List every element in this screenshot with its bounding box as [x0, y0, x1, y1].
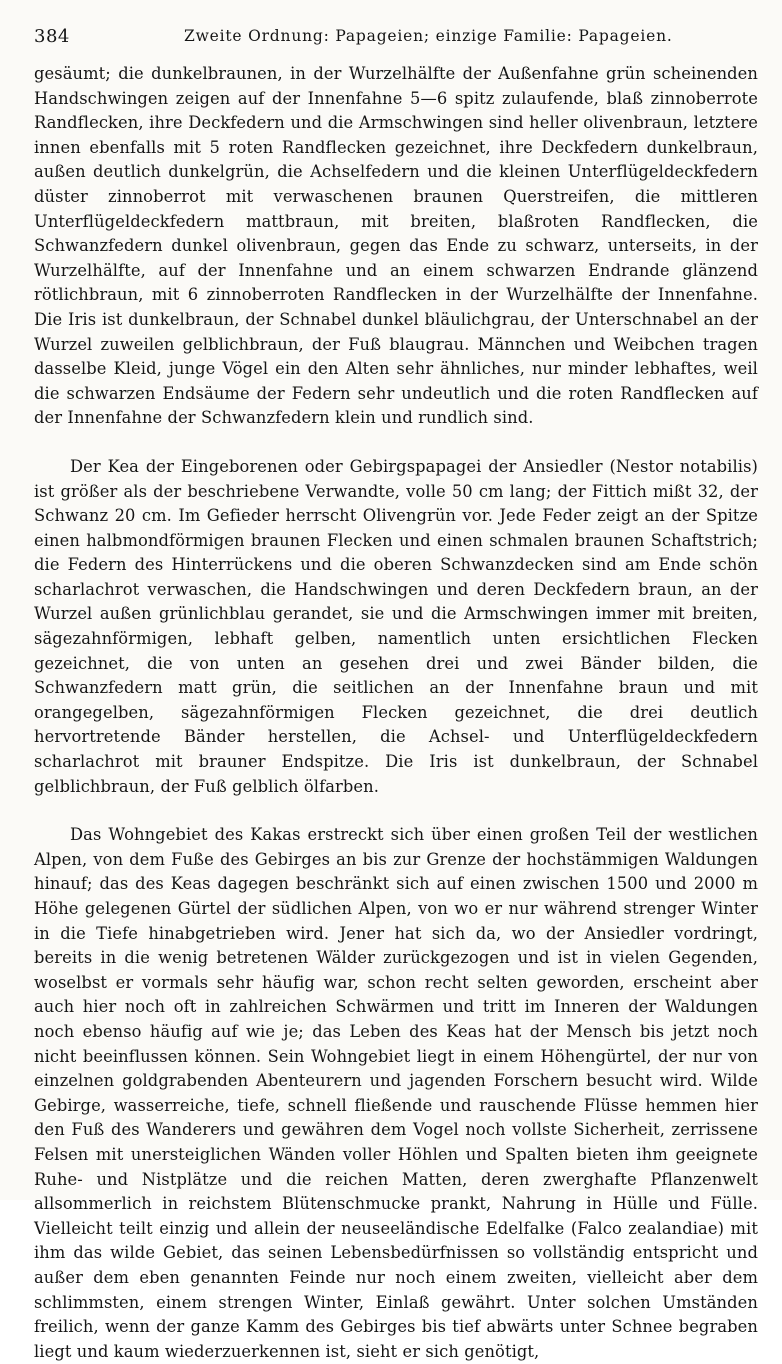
- page-header: [34, 22, 758, 52]
- running-title: Zweite Ordnung: Papageien; einzige Familie: Papageien.: [184, 27, 673, 45]
- page-number: 384: [34, 26, 70, 47]
- page-body: [34, 62, 758, 1364]
- paragraph-plumage-continued: gesäumt; die dunkelbraunen, in der Wurzelhälfte der Außenfahne grün scheinenden Handschwingen zeigen auf der Innenfahne 5—6 spitz zulaufende, blaß zinnoberrote Randflecken, ihre Deckfedern und die Armschwingen sind heller olivenbraun, letztere innen ebenfalls mit 5 roten Randflecken gezeichnet, ihre Deckfedern dunkelbraun, außen deutlich dunkelgrün, die Achselfedern und die kleinen Unterflügeldeckfedern düster zinnoberrot mit verwaschenen braunen Querstreifen, die mittleren Unterflügeldeckfedern mattbraun, mit breiten, blaßroten Randflecken, die Schwanzfedern dunkel olivenbraun, gegen das Ende zu schwarz, unterseits, in der Wurzelhälfte, auf der Innenfahne und an einem schwarzen Endrande glänzend rötlichbraun, mit 6 zinnoberroten Randflecken in der Wurzelhälfte der Innenfahne. Die Iris ist dunkelbraun, der Schnabel dunkel bläulichgrau, der Unterschnabel an der Wurzel zuweilen gelblichbraun, der Fuß blaugrau. Männchen und Weibchen tragen dasselbe Kleid, junge Vögel ein den Alten sehr ähnliches, nur minder lebhaftes, weil die schwarzen Endsäume der Federn sehr undeutlich und die roten Randflecken auf der Innenfahne der Schwanzfedern klein und rundlich sind.: [34, 64, 758, 428]
- paragraph-habitat: Das Wohngebiet des Kakas erstreckt sich über einen großen Teil der westlichen Alpen, von dem Fuße des Gebirges an bis zur Grenze der hochstämmigen Waldungen hinauf; das des Keas dagegen beschränkt sich auf einen zwischen 1500 und 2000 m Höhe gelegenen Gürtel der südlichen Alpen, von wo er nur während strenger Winter in die Tiefe hinabgetrieben wird. Jener hat sich da, wo der Ansiedler vordringt, bereits in die wenig betretenen Wälder zurückgezogen und ist in vielen Gegenden, woselbst er vormals sehr häufig war, schon recht selten geworden, erscheint aber auch hier noch oft in zahlreichen Schwärmen und tritt im Inneren der Waldungen noch ebenso häufig auf wie je; das Leben des Keas hat der Mensch bis jetzt noch nicht beeinflussen können. Sein Wohngebiet liegt in einem Höhengürtel, der nur von einzelnen goldgrabenden Abenteurern und jagenden Forschern besucht wird. Wilde Gebirge, wasserreiche, tiefe, schnell fließende und rauschende Flüsse hemmen hier den Fuß des Wanderers und gewähren dem Vogel noch vollste Sicherheit, zerrissene Felsen mit unersteiglichen Wänden voller Höhlen und Spalten bieten ihm geeignete Ruhe- und Nistplätze und die reichen Matten, deren zwerghafte Pflanzenwelt allsommerlich in reichstem Blütenschmucke prankt, Nahrung in Hülle und Fülle. Vielleicht teilt einzig und allein der neuseeländische Edelfalke (Falco zealandiae) mit ihm das wilde Gebiet, das seinen Lebensbedürfnissen so vollständig entspricht und außer dem eben genannten Feinde nur noch einem zweiten, vielleicht aber dem schlimmsten, einem strengen Winter, Einlaß gewährt. Unter solchen Umständen freilich, wenn der ganze Kamm des Gebirges bis tief abwärts unter Schnee begraben liegt und kaum wiederzuerkennen ist, sieht er sich genötigt,: [34, 825, 758, 1361]
- paragraph-kea-description: Der Kea der Eingeborenen oder Gebirgspapagei der Ansiedler (Nestor notabilis) ist größer als der beschriebene Verwandte, volle 50 cm lang; der Fittich mißt 32, der Schwanz 20 cm. Im Gefieder herrscht Olivengrün vor. Jede Feder zeigt an der Spitze einen halbmondförmigen braunen Flecken und einen schmalen braunen Schaftstrich; die Federn des Hinterrückens und die oberen Schwanzdecken sind am Ende schön scharlachrot verwaschen, die Handschwingen und deren Deckfedern braun, an der Wurzel außen grünlichblau gerandet, sie und die Armschwingen immer mit breiten, sägezahnförmigen, lebhaft gelben, namentlich unten ersichtlichen Flecken gezeichnet, die von unten an gesehen drei und zwei Bänder bilden, die Schwanzfedern matt grün, die seitlichen an der Innenfahne braun und mit orangegelben, sägezahnförmigen Flecken gezeichnet, die drei deutlich hervortretende Bänder herstellen, die Achsel- und Unterflügeldeckfedern scharlachrot mit brauner Endspitze. Die Iris ist dunkelbraun, der Schnabel gelblichbraun, der Fuß gelblich ölfarben.: [34, 456, 758, 796]
